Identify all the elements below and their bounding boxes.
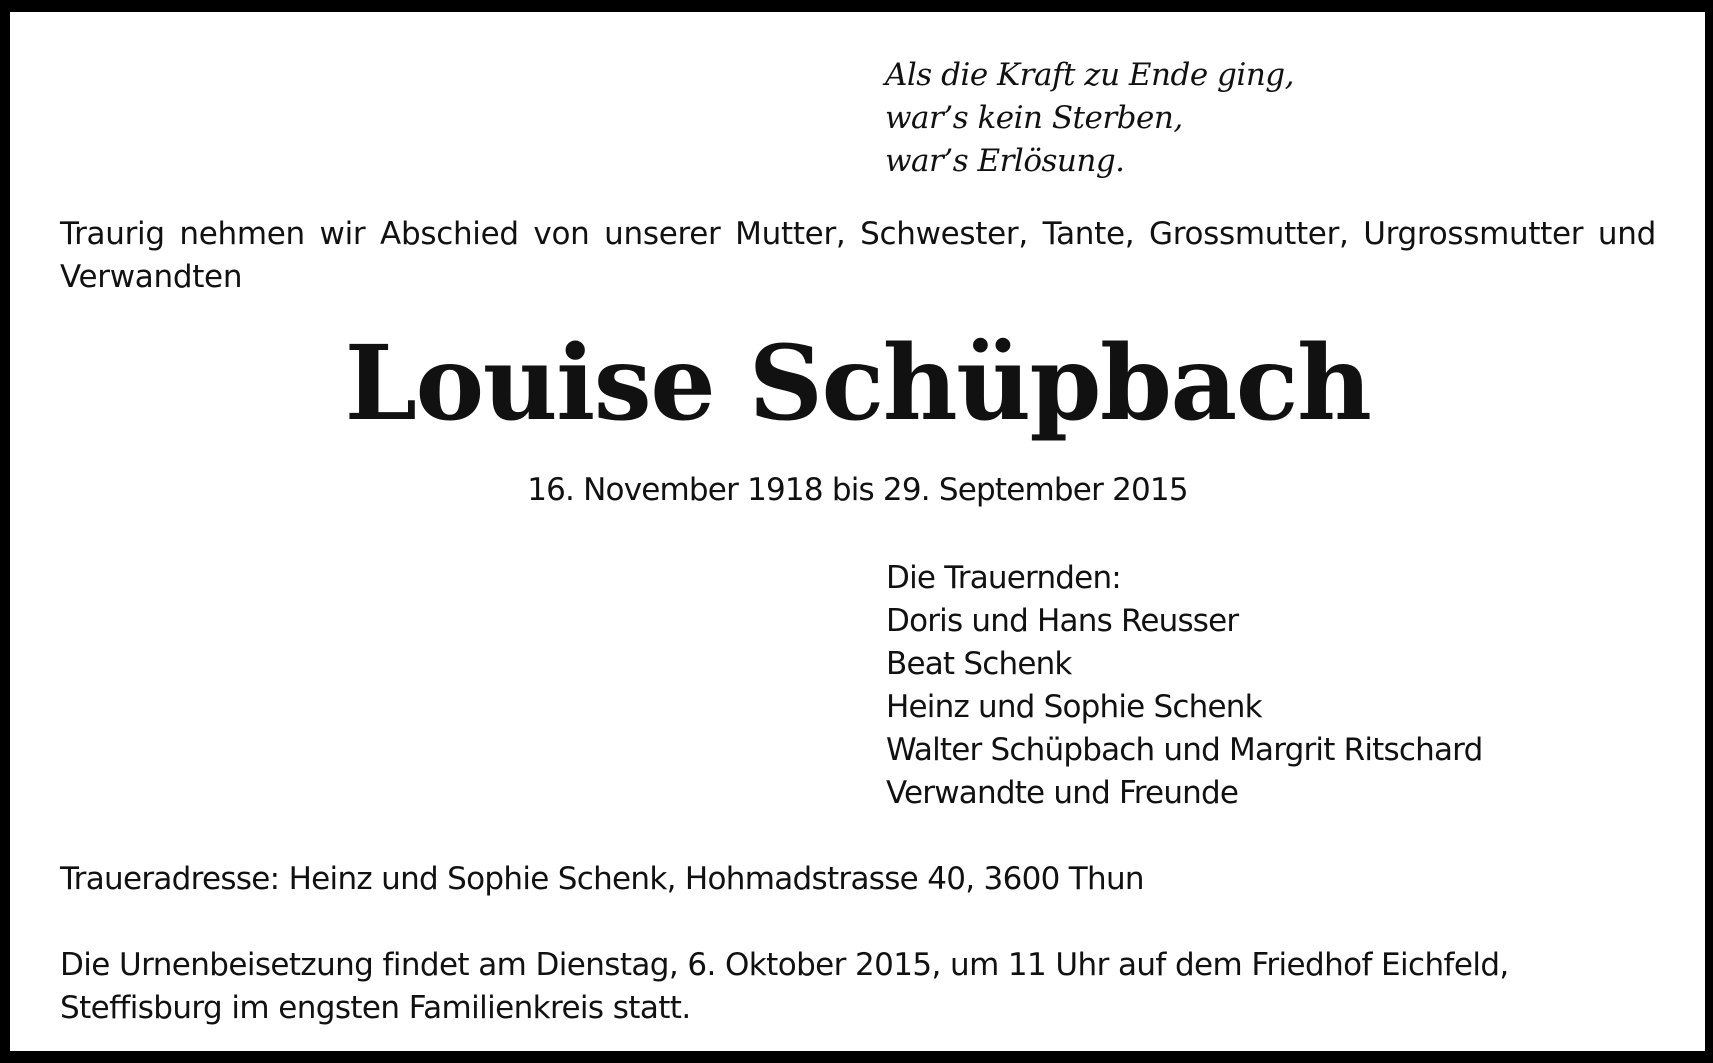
- mourner-name: Walter Schüpbach und Margrit Ritschard: [886, 732, 1483, 768]
- burial-notice: Die Urnenbeisetzung findet am Dienstag, 6. Oktober 2015, um 11 Uhr auf dem Friedhof Eichfeld, Steffisburg im engsten Familienkreis statt.: [60, 947, 1509, 1026]
- mourner-name: Heinz und Sophie Schenk: [886, 689, 1262, 725]
- deceased-name: Louise Schüpbach: [344, 323, 1371, 444]
- life-dates: 16. November 1918 bis 29. September 2015: [527, 472, 1188, 508]
- intro-text: Traurig nehmen wir Abschied von unserer Mutter, Schwester, Tante, Grossmutter, Urgrossmutter und Verwandten: [60, 216, 1656, 295]
- memorial-poem: [885, 54, 1294, 183]
- mourning-address: Traueradresse: Heinz und Sophie Schenk, Hohmadstrasse 40, 3600 Thun: [60, 861, 1144, 897]
- mourner-name: Beat Schenk: [886, 646, 1072, 682]
- mourners-list: [886, 557, 1482, 815]
- poem-line-1: Als die Kraft zu Ende ging,: [885, 57, 1294, 93]
- mourners-heading: Die Trauernden:: [886, 560, 1121, 596]
- poem-line-2: war’s kein Sterben,: [885, 100, 1183, 136]
- mourner-name: Doris und Hans Reusser: [886, 603, 1239, 639]
- mourner-name: Verwandte und Freunde: [886, 775, 1239, 811]
- poem-line-3: war’s Erlösung.: [885, 143, 1125, 179]
